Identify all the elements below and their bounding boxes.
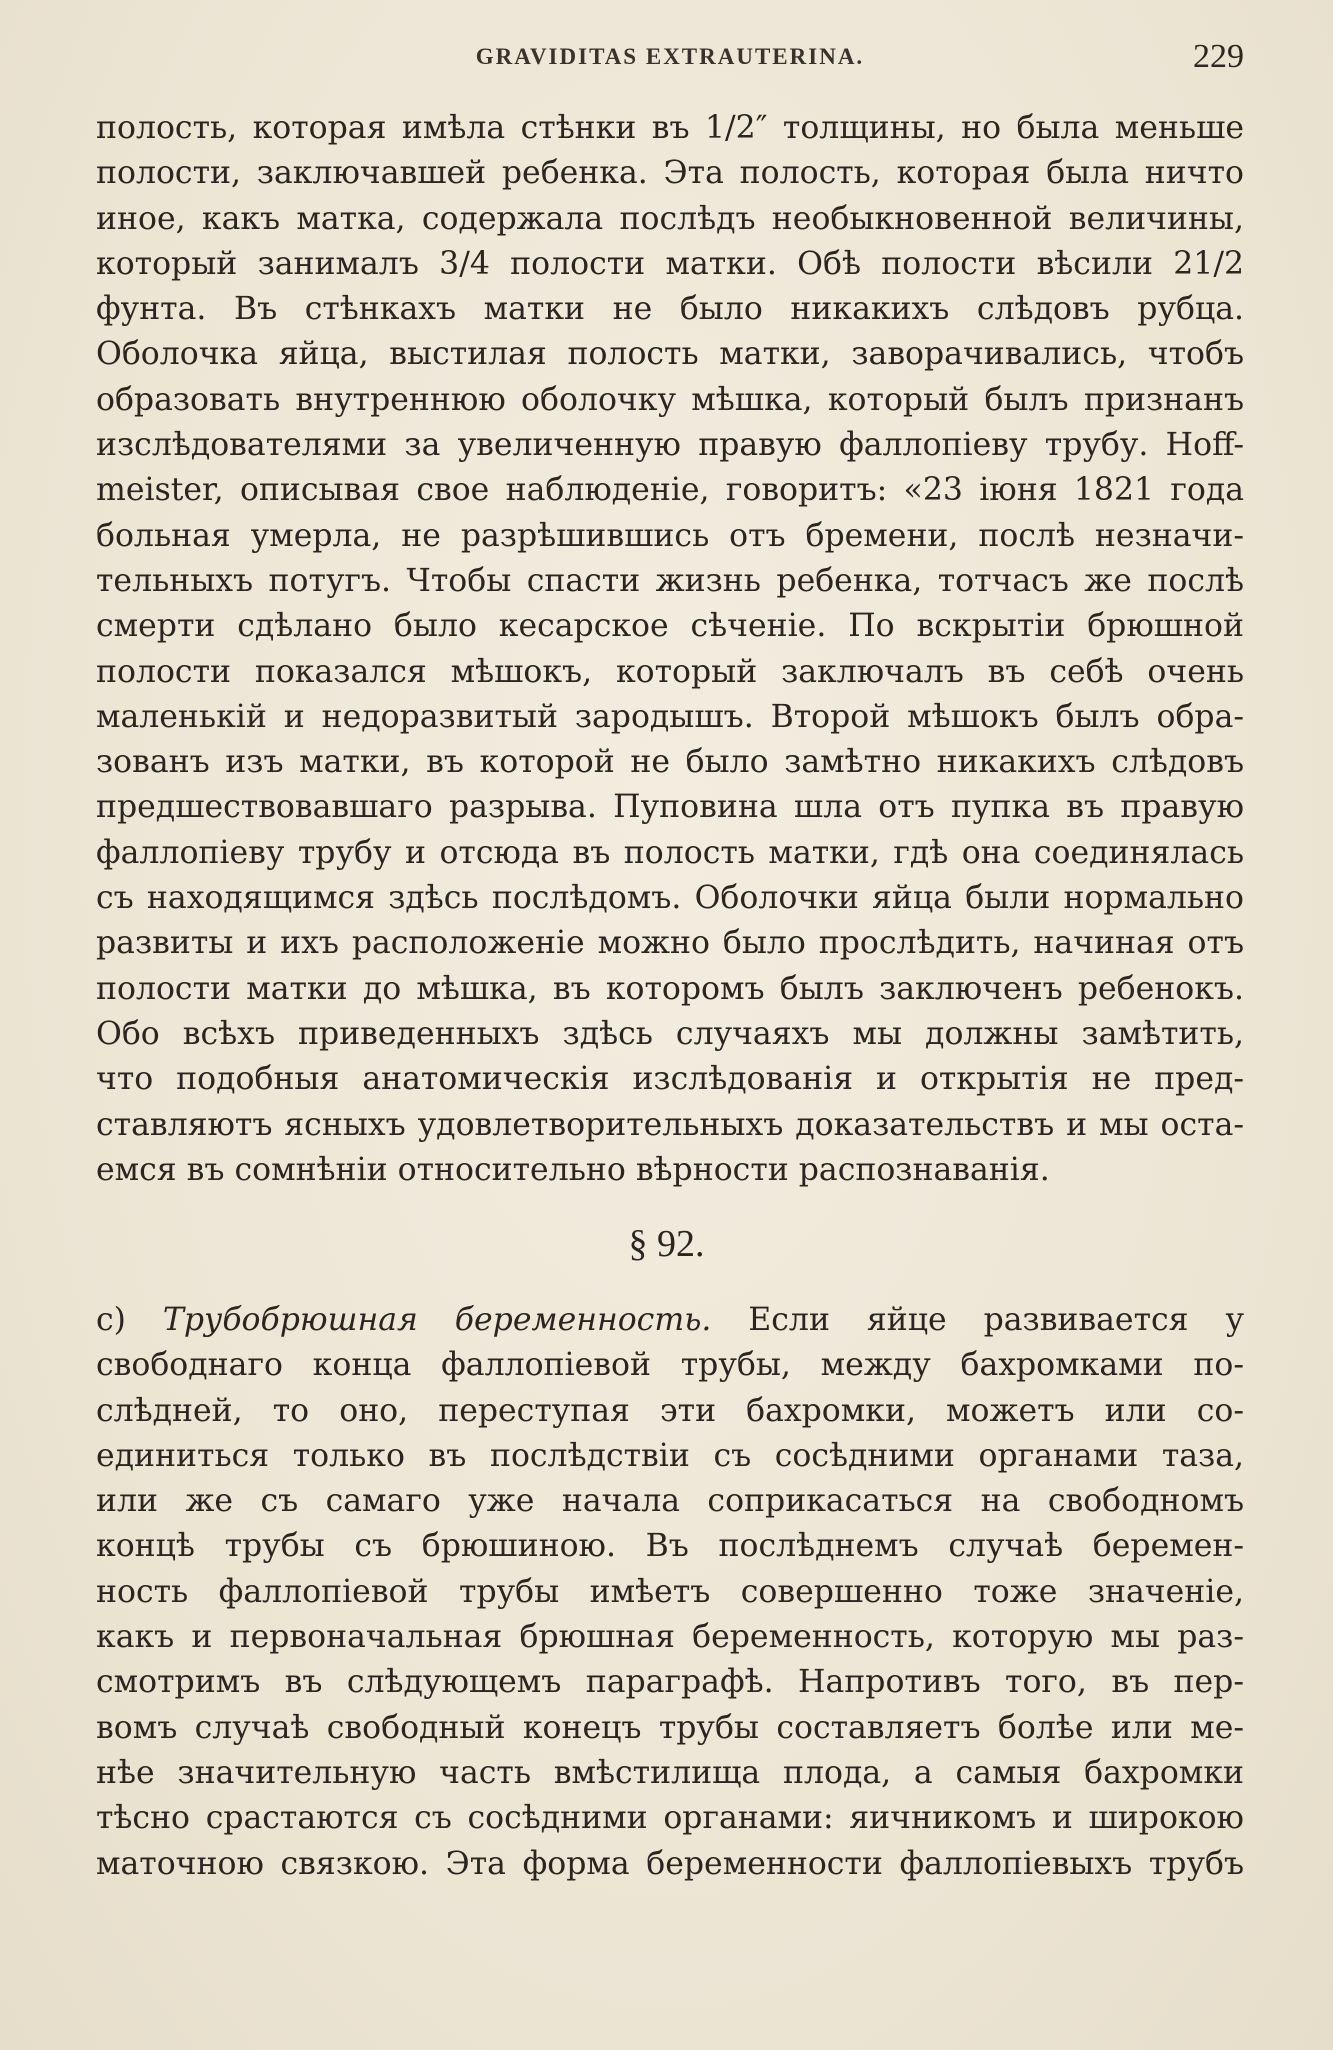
text-line: Обо всѣхъ приведенныхъ здѣсь случаяхъ мы должны замѣтить, <box>96 1015 1244 1052</box>
text-line: ность фаллопіевой трубы имѣетъ совершенно тоже значеніе, <box>96 1573 1244 1610</box>
text-line: что подобныя анатомическія изслѣдованія и открытія не пред- <box>96 1061 1244 1098</box>
text-line: больная умерла, не разрѣшившись отъ бремени, послѣ незначи- <box>96 517 1244 554</box>
paragraph-tubo-abdominal-pregnancy <box>96 1298 1244 1887</box>
text-line: смотримъ въ слѣдующемъ параграфѣ. Напротивъ того, въ пер- <box>96 1664 1244 1701</box>
text-line: фунта. Въ стѣнкахъ матки не было никакихъ слѣдовъ рубца. <box>96 291 1244 328</box>
text-line: полости показался мѣшокъ, который заключалъ въ себѣ очень <box>96 653 1244 690</box>
text-line: полости, заключавшей ребенка. Эта полость, которая была ничто <box>96 155 1244 192</box>
list-marker: c) <box>96 1302 126 1338</box>
text-line: зованъ изъ матки, въ которой не было замѣтно никакихъ слѣдовъ <box>96 744 1244 781</box>
text-line: полость, которая имѣла стѣнки въ 1/2″ толщины, но была меньше <box>96 110 1244 146</box>
text-line: meister, описывая свое наблюденіе, говоритъ: «23 іюня 1821 года <box>96 472 1244 509</box>
text-line: ставляютъ ясныхъ удовлетворительныхъ доказательствъ и мы оста- <box>96 1106 1244 1143</box>
text-line: какъ и первоначальная брюшная беременность, которую мы раз- <box>96 1619 1244 1656</box>
text-line: фаллопіеву трубу и отсюда въ полость матки, гдѣ она соединялась <box>96 834 1244 871</box>
text-line: смерти сдѣлано было кесарское сѣченіе. По вскрытіи брюшной <box>96 608 1244 645</box>
text-line <box>96 1298 1244 1343</box>
text-line: маленькій и недоразвитый зародышъ. Второй мѣшокъ былъ обра- <box>96 698 1244 735</box>
line-text: Если яйце развивается у <box>748 1302 1244 1338</box>
text-line: предшествовавшаго разрыва. Пуповина шла отъ пупка въ правую <box>96 789 1244 826</box>
text-line: развиты и ихъ расположеніе можно было прослѣдить, начиная отъ <box>96 925 1244 962</box>
paragraph-hoffmeister-case <box>96 106 1244 1193</box>
section-heading: § 92. <box>628 1223 705 1265</box>
text-line: или же съ самаго уже начала соприкасаться на свободномъ <box>96 1483 1244 1520</box>
subsection-title: Трубобрюшная беременность. <box>162 1302 712 1338</box>
text-line: единиться только въ послѣдствіи съ сосѣдними органами таза, <box>96 1437 1244 1474</box>
text-line: иное, какъ матка, содержала послѣдъ необыкновенной величины, <box>96 200 1244 237</box>
text-line: съ находящимся здѣсь послѣдомъ. Оболочки яйца были нормально <box>96 880 1244 917</box>
text-line: Оболочка яйца, выстилая полость матки, заворачивались, чтобъ <box>96 336 1244 373</box>
text-line: емся въ сомнѣніи относительно вѣрности распознаванія. <box>96 1151 1050 1188</box>
text-line: слѣдней, то оно, переступая эти бахромки, можетъ или со- <box>96 1392 1244 1429</box>
text-line: вомъ случаѣ свободный конецъ трубы составляетъ болѣе или ме- <box>96 1709 1244 1746</box>
text-line: тельныхъ потугъ. Чтобы спасти жизнь ребенка, тотчасъ же послѣ <box>96 562 1244 599</box>
text-line: образовать внутреннюю оболочку мѣшка, который былъ признанъ <box>96 381 1244 418</box>
text-line: свободнаго конца фаллопіевой трубы, между бахромками по- <box>96 1347 1244 1384</box>
text-line: полости матки до мѣшка, въ которомъ былъ заключенъ ребенокъ. <box>96 970 1244 1007</box>
page-number: 229 <box>1193 38 1244 75</box>
text-line: концѣ трубы съ брюшиною. Въ послѣднемъ случаѣ беремен- <box>96 1528 1244 1565</box>
text-line: изслѣдователями за увеличенную правую фаллопіеву трубу. Hoff- <box>96 427 1244 464</box>
running-header <box>96 38 1244 78</box>
running-title: GRAVIDITAS EXTRAUTERINA. <box>475 44 865 69</box>
text-line: который занималъ 3/4 полости матки. Обѣ полости вѣсили 21/2 <box>96 245 1244 282</box>
text-line: тѣсно срастаются съ сосѣдними органами: яичникомъ и широкою <box>96 1800 1244 1837</box>
text-line: нѣе значительную часть вмѣстилища плода, а самыя бахромки <box>96 1754 1244 1791</box>
text-line: маточною связкою. Эта форма беременности фаллопіевыхъ трубъ <box>96 1845 1244 1882</box>
